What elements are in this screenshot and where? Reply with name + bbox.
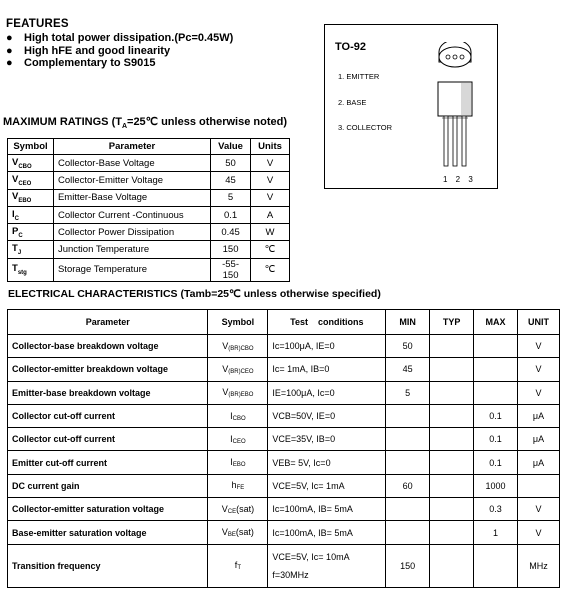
conditions-cell: Ic= 1mA, IB=0 (268, 358, 386, 381)
feature-item: ● Complementary to S9015 (6, 57, 156, 69)
typ-cell (430, 521, 474, 544)
conditions-cell: Ic=100mA, IB= 5mA (268, 521, 386, 544)
min-cell: 60 (386, 474, 430, 497)
parameter-cell: Storage Temperature (53, 258, 210, 281)
column-header: Parameter (53, 139, 210, 155)
min-cell: 50 (386, 335, 430, 358)
conditions-cell: VCB=50V, IE=0 (268, 404, 386, 427)
conditions-cell: Ic=100μA, IE=0 (268, 335, 386, 358)
unit-cell: V (518, 498, 560, 521)
table-row (8, 498, 560, 521)
symbol-cell: VCE(sat) (208, 498, 268, 521)
parameter-cell: Collector cut-off current (8, 428, 208, 451)
min-cell: 5 (386, 381, 430, 404)
column-header: Value (211, 139, 251, 155)
parameter-cell: Junction Temperature (53, 241, 210, 258)
symbol-cell: fT (208, 544, 268, 587)
unit-cell: μA (518, 451, 560, 474)
unit-cell: V (518, 381, 560, 404)
features-heading: FEATURES (6, 18, 69, 30)
symbol-cell: $I_C$ (8, 206, 54, 223)
unit-cell: MHz (518, 544, 560, 587)
conditions-cell: VCE=5V, Ic= 10mA f=30MHz (268, 544, 386, 587)
parameter-cell: Emitter cut-off current (8, 451, 208, 474)
typ-cell (430, 451, 474, 474)
typ-cell (430, 404, 474, 427)
typ-cell (430, 474, 474, 497)
unit-cell: A (251, 206, 290, 223)
table-row (8, 206, 290, 223)
max-ratings-table (7, 138, 290, 282)
table-row (8, 189, 290, 206)
value-cell: 0.45 (211, 224, 251, 241)
parameter-cell: Base-emitter saturation voltage (8, 521, 208, 544)
table-row (8, 474, 560, 497)
table-header-row (8, 139, 290, 155)
parameter-cell: DC current gain (8, 474, 208, 497)
unit-cell: V (518, 521, 560, 544)
symbol-cell: VBE(sat) (208, 521, 268, 544)
to92-package-icon (425, 42, 485, 172)
table-row (8, 404, 560, 427)
conditions-cell: VCE=35V, IB=0 (268, 428, 386, 451)
table-row (8, 155, 290, 172)
table-row (8, 335, 560, 358)
symbol-cell: $V_{EBO}$ (8, 189, 54, 206)
symbol-cell: $T_J$ (8, 241, 54, 258)
max-cell: 0.1 (474, 451, 518, 474)
unit-cell: V (251, 172, 290, 189)
column-header: MAX (474, 310, 518, 335)
unit-cell: μA (518, 404, 560, 427)
unit-cell: V (251, 155, 290, 172)
max-cell (474, 381, 518, 404)
max-ratings-heading: MAXIMUM RATINGS ($T_A=25℃$ unless otherwise noted) (3, 116, 287, 131)
package-title: TO-92 (335, 41, 366, 53)
unit-cell (518, 474, 560, 497)
unit-cell: μA (518, 428, 560, 451)
value-cell: 45 (211, 172, 251, 189)
table-row (8, 544, 560, 587)
conditions-cell: VEB= 5V, Ic=0 (268, 451, 386, 474)
electrical-table (7, 309, 560, 588)
max-cell: 0.3 (474, 498, 518, 521)
parameter-cell: Collector-emitter saturation voltage (8, 498, 208, 521)
symbol-cell: $V_{CBO}$ (8, 155, 54, 172)
table-row (8, 451, 560, 474)
table-row (8, 381, 560, 404)
column-header: TYP (430, 310, 474, 335)
parameter-cell: Emitter-Base Voltage (53, 189, 210, 206)
symbol-cell: IEBO (208, 451, 268, 474)
column-header: Symbol (8, 139, 54, 155)
typ-cell (430, 544, 474, 587)
conditions-cell: VCE=5V, Ic= 1mA (268, 474, 386, 497)
symbol-cell: $V_{CEO}$ (8, 172, 54, 189)
parameter-cell: Collector Current -Continuous (53, 206, 210, 223)
symbol-cell: V(BR)CEO (208, 358, 268, 381)
symbol-cell: ICBO (208, 404, 268, 427)
bullet-icon: ● (6, 32, 13, 44)
unit-cell: V (518, 335, 560, 358)
column-header: Symbol (208, 310, 268, 335)
feature-item: ● High total power dissipation.(Pc=0.45W) (6, 32, 234, 44)
typ-cell (430, 335, 474, 358)
parameter-cell: Collector-base breakdown voltage (8, 335, 208, 358)
parameter-cell: Transition frequency (8, 544, 208, 587)
conditions-cell: IE=100μA, Ic=0 (268, 381, 386, 404)
max-cell: 1000 (474, 474, 518, 497)
column-header: Units (251, 139, 290, 155)
table-header-row (8, 310, 560, 335)
table-row (8, 428, 560, 451)
max-cell (474, 544, 518, 587)
value-cell: 150 (211, 241, 251, 258)
value-cell: -55-150 (211, 258, 251, 281)
min-cell (386, 498, 430, 521)
min-cell: 45 (386, 358, 430, 381)
value-cell: 50 (211, 155, 251, 172)
min-cell (386, 404, 430, 427)
value-cell: 5 (211, 189, 251, 206)
electrical-heading: ELECTRICAL CHARACTERISTICS (Tamb=25℃ unless otherwise specified) (8, 288, 381, 300)
bullet-icon: ● (6, 57, 13, 69)
parameter-cell: Collector-Emitter Voltage (53, 172, 210, 189)
unit-cell: ℃ (251, 241, 290, 258)
unit-cell: W (251, 224, 290, 241)
typ-cell (430, 381, 474, 404)
table-row (8, 258, 290, 281)
symbol-cell: ICEO (208, 428, 268, 451)
column-header: Test conditions (268, 310, 386, 335)
pin-label-emitter: 1. EMITTER (338, 72, 380, 81)
parameter-cell: Collector Power Dissipation (53, 224, 210, 241)
parameter-cell: Collector cut-off current (8, 404, 208, 427)
parameter-cell: Emitter-base breakdown voltage (8, 381, 208, 404)
table-row (8, 241, 290, 258)
unit-cell: V (518, 358, 560, 381)
table-row (8, 521, 560, 544)
unit-cell: V (251, 189, 290, 206)
pin-numbers: 1 2 3 (443, 175, 476, 184)
min-cell: 150 (386, 544, 430, 587)
pin-label-collector: 3. COLLECTOR (338, 123, 393, 132)
parameter-cell: Collector-Base Voltage (53, 155, 210, 172)
typ-cell (430, 428, 474, 451)
value-cell: 0.1 (211, 206, 251, 223)
max-cell (474, 335, 518, 358)
symbol-cell: hFE (208, 474, 268, 497)
symbol-cell: V(BR)CBO (208, 335, 268, 358)
max-cell: 0.1 (474, 404, 518, 427)
max-cell: 0.1 (474, 428, 518, 451)
column-header: MIN (386, 310, 430, 335)
pin-label-base: 2. BASE (338, 98, 367, 107)
max-cell (474, 358, 518, 381)
feature-item: ● High hFE and good linearity (6, 44, 171, 57)
symbol-cell: V(BR)EBO (208, 381, 268, 404)
max-cell: 1 (474, 521, 518, 544)
min-cell (386, 451, 430, 474)
symbol-cell: $T_{stg}$ (8, 258, 54, 281)
conditions-cell: Ic=100mA, IB= 5mA (268, 498, 386, 521)
typ-cell (430, 358, 474, 381)
min-cell (386, 521, 430, 544)
table-row (8, 224, 290, 241)
bullet-icon: ● (6, 44, 13, 57)
symbol-cell: $P_C$ (8, 224, 54, 241)
table-row (8, 358, 560, 381)
min-cell (386, 428, 430, 451)
typ-cell (430, 498, 474, 521)
unit-cell: ℃ (251, 258, 290, 281)
column-header: UNIT (518, 310, 560, 335)
features-list (6, 32, 233, 70)
parameter-cell: Collector-emitter breakdown voltage (8, 358, 208, 381)
table-row (8, 172, 290, 189)
column-header: Parameter (8, 310, 208, 335)
